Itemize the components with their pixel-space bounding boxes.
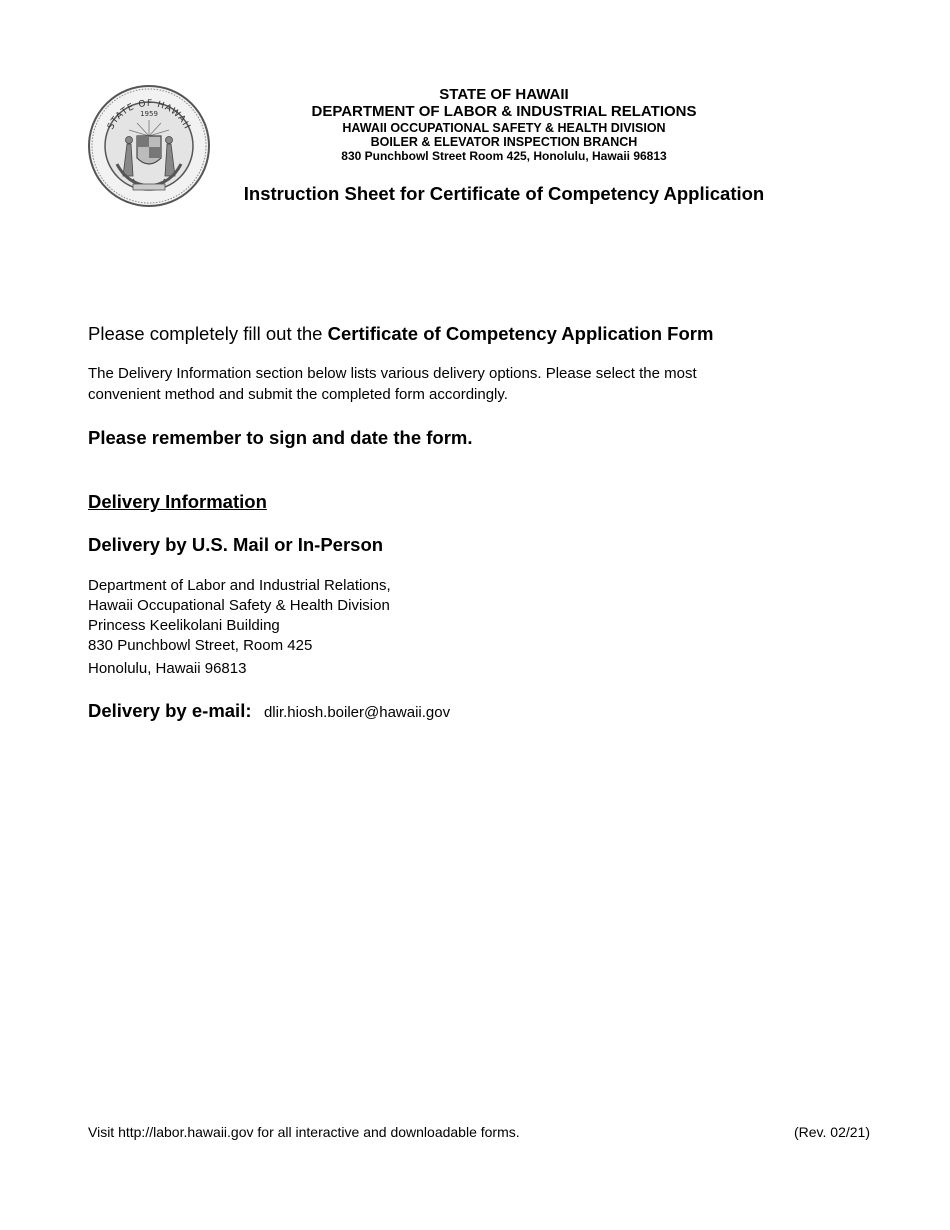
intro-line: [88, 323, 713, 345]
delivery-information-heading: Delivery Information: [88, 491, 267, 512]
mail-delivery-heading: Delivery by U.S. Mail or In-Person: [88, 534, 384, 555]
sign-date-reminder: Please remember to sign and date the form.: [88, 427, 473, 448]
header-state: STATE OF HAWAII: [439, 86, 569, 103]
mailing-address-line: Honolulu, Hawaii 96813: [88, 660, 247, 677]
state-seal-logo: [87, 84, 211, 208]
mailing-address-line: 830 Punchbowl Street, Room 425: [88, 637, 313, 654]
email-delivery-row: [88, 700, 450, 722]
form-name: Certificate of Competency Application Form: [327, 323, 714, 344]
intro-prefix: Please completely fill out the: [88, 323, 328, 344]
header-branch: BOILER & ELEVATOR INSPECTION BRANCH: [370, 135, 638, 149]
seal-year: 1959: [140, 110, 158, 118]
email-delivery-label: Delivery by e-mail:: [88, 700, 252, 721]
seal-text: STATE OF HAWAII: [106, 98, 192, 132]
footer-revision: (Rev. 02/21): [794, 1124, 870, 1140]
email-address-link[interactable]: dlir.hiosh.boiler@hawaii.gov: [263, 704, 451, 721]
footer-visit-text: Visit http://labor.hawaii.gov for all interactive and downloadable forms.: [88, 1124, 520, 1140]
page-title: Instruction Sheet for Certificate of Competency Application: [243, 183, 765, 204]
mailing-address-line: Hawaii Occupational Safety & Health Division: [88, 597, 390, 614]
delivery-instructions-paragraph: The Delivery Information section below lists various delivery options. Please select the most convenient method and submit the completed form accordingly.: [88, 365, 697, 403]
header-division: HAWAII OCCUPATIONAL SAFETY & HEALTH DIVISION: [342, 121, 666, 135]
header-address: 830 Punchbowl Street Room 425, Honolulu, Hawaii 96813: [341, 149, 667, 163]
header-department: DEPARTMENT OF LABOR & INDUSTRIAL RELATIONS: [311, 103, 697, 120]
mailing-address-line: Department of Labor and Industrial Relations,: [88, 577, 391, 594]
mailing-address-line: Princess Keelikolani Building: [88, 617, 280, 634]
